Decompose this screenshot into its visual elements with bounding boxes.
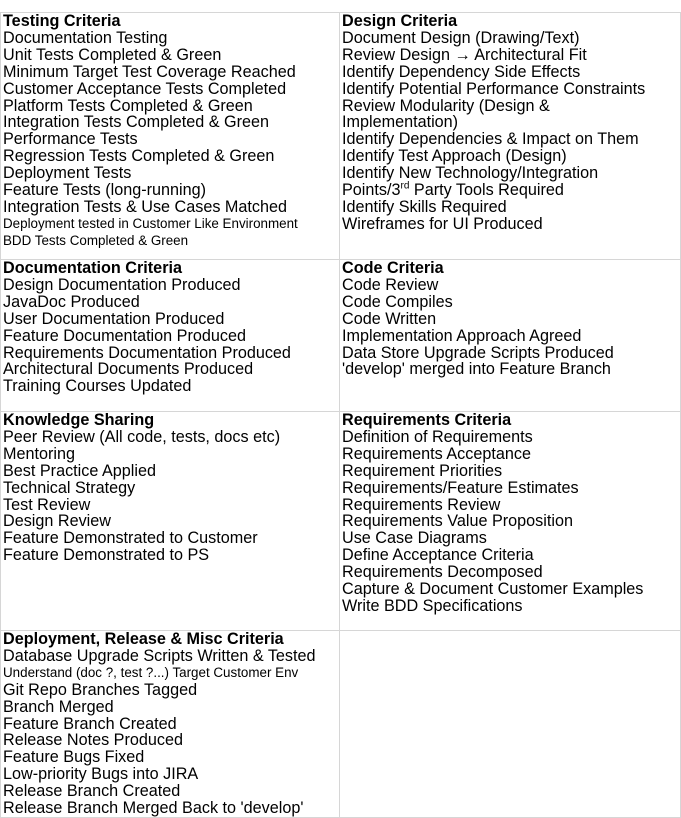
- list-item: Requirements Documentation Produced: [3, 343, 291, 362]
- list-item: Release Branch Merged Back to 'develop': [3, 799, 304, 818]
- list-item: Use Case Diagrams: [342, 529, 487, 548]
- code-criteria-cell: [340, 260, 681, 412]
- design-criteria-cell: [340, 13, 681, 260]
- list-item: Document Design (Drawing/Text): [342, 28, 580, 47]
- table-row: [1, 631, 681, 818]
- table-row: [1, 13, 681, 260]
- list-item: Review Modularity (Design & Implementation): [342, 96, 550, 132]
- table-row: [1, 260, 681, 412]
- list-item: Identify Skills Required: [342, 197, 507, 216]
- list-item: Capture & Document Customer Examples: [342, 580, 644, 599]
- list-item: Implementation Approach Agreed: [342, 326, 582, 345]
- list-item: Integration Tests Completed & Green: [3, 113, 270, 132]
- list-item: Deployment Tests: [3, 164, 132, 183]
- list-item: Identify Dependencies & Impact on Them: [342, 130, 639, 149]
- section-title: Deployment, Release & Misc Criteria: [3, 630, 284, 648]
- list-item: Performance Tests: [3, 130, 138, 149]
- list-item: Platform Tests Completed & Green: [3, 96, 253, 115]
- list-item: Feature Branch Created: [3, 714, 177, 733]
- list-item: BDD Tests Completed & Green: [3, 232, 189, 248]
- section-title: Testing Criteria: [3, 12, 121, 30]
- list-item: Training Courses Updated: [3, 377, 192, 396]
- list-item: Test Review: [3, 495, 91, 514]
- list-item: Identify New Technology/Integration: [342, 164, 599, 183]
- list-item: Wireframes for UI Produced: [342, 214, 543, 233]
- list-item: Feature Demonstrated to Customer: [3, 529, 258, 548]
- list-item: Code Review: [342, 275, 439, 294]
- list-item: Identify Dependency Side Effects: [342, 62, 581, 81]
- empty-cell: [340, 631, 681, 818]
- list-item: Define Acceptance Criteria: [342, 546, 534, 565]
- list-item: Review Design → Architectural Fit: [342, 45, 587, 64]
- list-item: 'develop' merged into Feature Branch: [342, 360, 611, 379]
- list-item: Requirement Priorities: [342, 461, 503, 480]
- documentation-criteria-cell: [1, 260, 340, 412]
- list-item: Technical Strategy: [3, 478, 136, 497]
- list-item: Low-priority Bugs into JIRA: [3, 765, 199, 784]
- list-item: Customer Acceptance Tests Completed: [3, 79, 287, 98]
- list-item: Write BDD Specifications: [342, 596, 523, 615]
- list-item: JavaDoc Produced: [3, 292, 140, 311]
- list-item: Design Documentation Produced: [3, 275, 241, 294]
- list-item: Release Branch Created: [3, 782, 181, 801]
- list-item: Feature Documentation Produced: [3, 326, 246, 345]
- list-item: Feature Tests (long-running): [3, 181, 207, 200]
- criteria-table: [0, 12, 681, 818]
- table-row: [1, 412, 681, 631]
- list-item: Release Notes Produced: [3, 731, 183, 750]
- list-item: Identify Test Approach (Design): [342, 147, 567, 166]
- list-item: Database Upgrade Scripts Written & Tested: [3, 646, 316, 665]
- list-item: Design Review: [3, 512, 111, 531]
- list-item: Best Practice Applied: [3, 461, 156, 480]
- list-item: Feature Demonstrated to PS: [3, 546, 210, 565]
- list-item: Code Compiles: [342, 292, 453, 311]
- list-item: Architectural Documents Produced: [3, 360, 254, 379]
- section-title: Design Criteria: [342, 12, 458, 30]
- list-item: Deployment tested in Customer Like Environment: [3, 215, 298, 231]
- requirements-criteria-cell: [340, 412, 681, 631]
- list-item: Requirements Value Proposition: [342, 512, 573, 531]
- list-item: Requirements Acceptance: [342, 444, 531, 463]
- list-item: Unit Tests Completed & Green: [3, 45, 222, 64]
- section-title: Documentation Criteria: [3, 259, 182, 277]
- list-item: [342, 182, 680, 199]
- list-item: User Documentation Produced: [3, 309, 225, 328]
- list-item: Code Written: [342, 309, 437, 328]
- list-item: Identify Potential Performance Constraints: [342, 79, 646, 98]
- list-item: Requirements Review: [342, 495, 501, 514]
- list-item: Documentation Testing: [3, 28, 168, 47]
- list-item: Data Store Upgrade Scripts Produced: [342, 343, 614, 362]
- deployment-criteria-cell: [1, 631, 340, 818]
- list-item: Feature Bugs Fixed: [3, 748, 145, 767]
- list-item: Peer Review (All code, tests, docs etc): [3, 427, 281, 446]
- testing-criteria-cell: [1, 13, 340, 260]
- list-item: Understand (doc ?, test ?...) Target Customer Env: [3, 664, 299, 680]
- list-item: Integration Tests & Use Cases Matched: [3, 197, 288, 216]
- list-item: Definition of Requirements: [342, 427, 533, 446]
- list-item: Requirements Decomposed: [342, 563, 543, 582]
- list-item: Git Repo Branches Tagged: [3, 680, 198, 699]
- list-item: Requirements/Feature Estimates: [342, 478, 579, 497]
- section-title: Requirements Criteria: [342, 411, 512, 429]
- list-item: Branch Merged: [3, 697, 114, 716]
- section-title: Knowledge Sharing: [3, 411, 155, 429]
- party-tools-text: Party Tools Required: [409, 181, 564, 200]
- section-title: Code Criteria: [342, 259, 444, 277]
- list-item: Mentoring: [3, 444, 75, 463]
- list-item: Regression Tests Completed & Green: [3, 147, 275, 166]
- knowledge-sharing-cell: [1, 412, 340, 631]
- points-text: Points/3: [342, 181, 401, 200]
- list-item: Minimum Target Test Coverage Reached: [3, 62, 296, 81]
- ordinal-superscript: rd: [400, 180, 410, 192]
